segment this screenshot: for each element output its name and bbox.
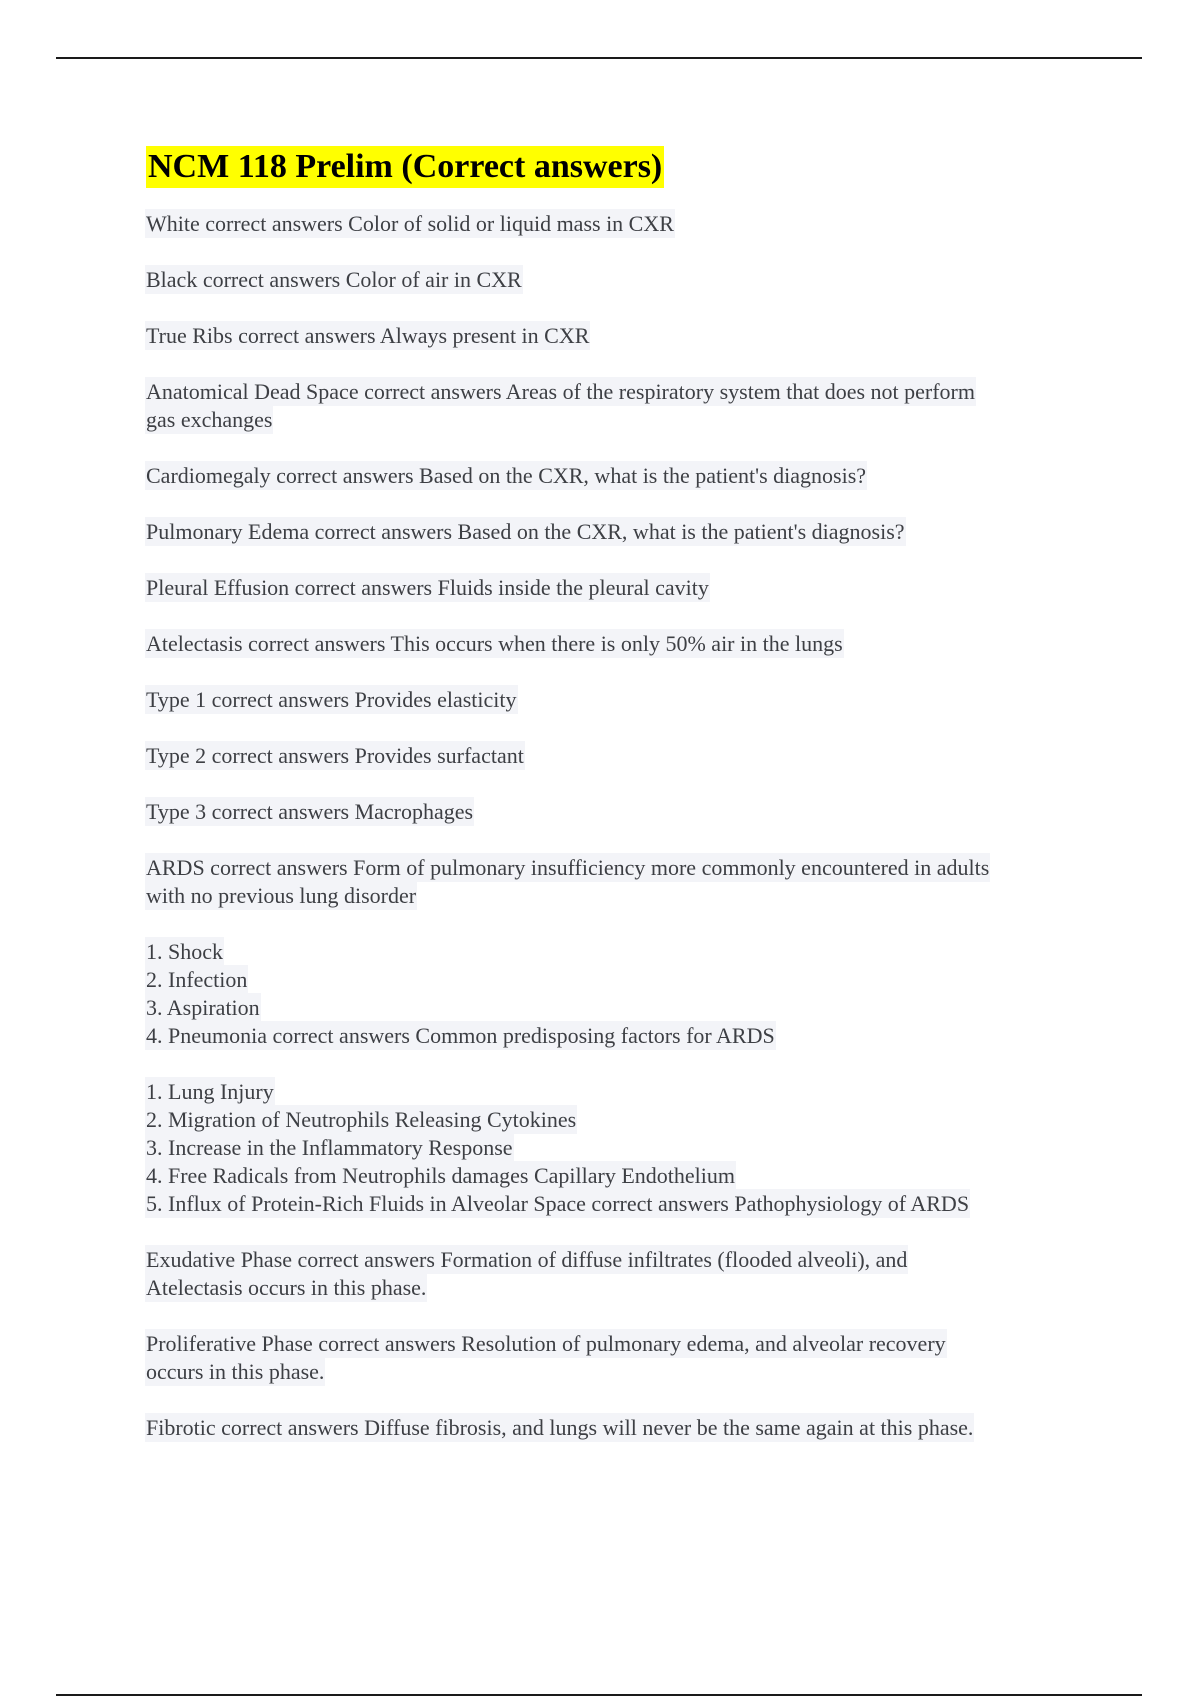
qa-entry — [146, 518, 1086, 546]
qa-entry — [146, 322, 1086, 350]
qa-entry-line — [146, 574, 1086, 602]
qa-entry-line — [146, 266, 1086, 294]
qa-entry-text: 1. Shock — [146, 939, 223, 964]
qa-entry-text: Cardiomegaly correct answers Based on the CXR, what is the patient's diagnosis? — [146, 463, 867, 488]
qa-entry-line — [146, 1190, 1086, 1218]
qa-entry-text: Black correct answers Color of air in CXR — [146, 267, 522, 292]
qa-entry-text: Exudative Phase correct answers Formation of diffuse infiltrates (flooded alveoli), and — [146, 1247, 908, 1272]
qa-entry-text: 3. Increase in the Inflammatory Response — [146, 1135, 513, 1160]
qa-entry — [146, 1414, 1086, 1442]
qa-entry-text: Type 3 correct answers Macrophages — [146, 799, 474, 824]
qa-entry — [146, 210, 1086, 238]
qa-entry-line — [146, 966, 1086, 994]
qa-entry-text: 4. Free Radicals from Neutrophils damages Capillary Endothelium — [146, 1163, 735, 1188]
qa-entry-line — [146, 210, 1086, 238]
qa-entry-line — [146, 462, 1086, 490]
qa-entry-line — [146, 378, 1086, 406]
qa-entry-text: 2. Migration of Neutrophils Releasing Cytokines — [146, 1107, 577, 1132]
qa-entry-line — [146, 686, 1086, 714]
qa-entry — [146, 1078, 1086, 1218]
qa-entry-text: Type 1 correct answers Provides elasticity — [146, 687, 517, 712]
qa-entry-line — [146, 518, 1086, 546]
qa-entries-list — [146, 210, 1086, 1442]
qa-entry-line — [146, 798, 1086, 826]
qa-entry — [146, 938, 1086, 1050]
qa-entry — [146, 1330, 1086, 1386]
qa-entry — [146, 630, 1086, 658]
qa-entry-line — [146, 1134, 1086, 1162]
qa-entry — [146, 462, 1086, 490]
qa-entry-text: Pleural Effusion correct answers Fluids inside the pleural cavity — [146, 575, 709, 600]
qa-entry — [146, 798, 1086, 826]
qa-entry-text: 4. Pneumonia correct answers Common predisposing factors for ARDS — [146, 1023, 775, 1048]
qa-entry-line — [146, 1414, 1086, 1442]
qa-entry-text: White correct answers Color of solid or liquid mass in CXR — [146, 211, 674, 236]
qa-entry-line — [146, 1106, 1086, 1134]
qa-entry — [146, 378, 1086, 434]
page-top-rule — [56, 57, 1142, 59]
qa-entry-text: with no previous lung disorder — [146, 883, 417, 908]
qa-entry — [146, 574, 1086, 602]
qa-entry-line — [146, 1022, 1086, 1050]
qa-entry-line — [146, 1358, 1086, 1386]
qa-entry-line — [146, 630, 1086, 658]
qa-entry-text: Pulmonary Edema correct answers Based on the CXR, what is the patient's diagnosis? — [146, 519, 905, 544]
qa-entry-text: ARDS correct answers Form of pulmonary insufficiency more commonly encountered in adults — [146, 855, 990, 880]
qa-entry-line — [146, 322, 1086, 350]
qa-entry-line — [146, 1078, 1086, 1106]
qa-entry-text: Proliferative Phase correct answers Resolution of pulmonary edema, and alveolar recovery — [146, 1331, 946, 1356]
qa-entry — [146, 742, 1086, 770]
document-body — [146, 146, 1086, 1470]
qa-entry-text: Anatomical Dead Space correct answers Areas of the respiratory system that does not perform — [146, 379, 975, 404]
qa-entry-text: Fibrotic correct answers Diffuse fibrosis, and lungs will never be the same again at this phase. — [146, 1415, 974, 1440]
qa-entry-line — [146, 994, 1086, 1022]
qa-entry-text: 1. Lung Injury — [146, 1079, 274, 1104]
qa-entry-line — [146, 938, 1086, 966]
qa-entry-line — [146, 742, 1086, 770]
qa-entry-text: Atelectasis occurs in this phase. — [146, 1275, 427, 1300]
qa-entry-text: Atelectasis correct answers This occurs when there is only 50% air in the lungs — [146, 631, 843, 656]
qa-entry-line — [146, 854, 1086, 882]
qa-entry-line — [146, 1246, 1086, 1274]
qa-entry-text: gas exchanges — [146, 407, 273, 432]
qa-entry — [146, 1246, 1086, 1302]
document-title: NCM 118 Prelim (Correct answers) — [146, 146, 664, 188]
qa-entry-line — [146, 1274, 1086, 1302]
qa-entry — [146, 266, 1086, 294]
qa-entry-text: True Ribs correct answers Always present in CXR — [146, 323, 590, 348]
qa-entry-text: 5. Influx of Protein-Rich Fluids in Alveolar Space correct answers Pathophysiology of ARDS — [146, 1191, 970, 1216]
qa-entry-line — [146, 406, 1086, 434]
qa-entry-line — [146, 1330, 1086, 1358]
qa-entry-text: occurs in this phase. — [146, 1359, 325, 1384]
qa-entry-line — [146, 882, 1086, 910]
qa-entry — [146, 686, 1086, 714]
qa-entry-line — [146, 1162, 1086, 1190]
qa-entry-text: Type 2 correct answers Provides surfactant — [146, 743, 524, 768]
qa-entry — [146, 854, 1086, 910]
qa-entry-text: 2. Infection — [146, 967, 248, 992]
qa-entry-text: 3. Aspiration — [146, 995, 260, 1020]
page-bottom-rule — [56, 1694, 1142, 1696]
